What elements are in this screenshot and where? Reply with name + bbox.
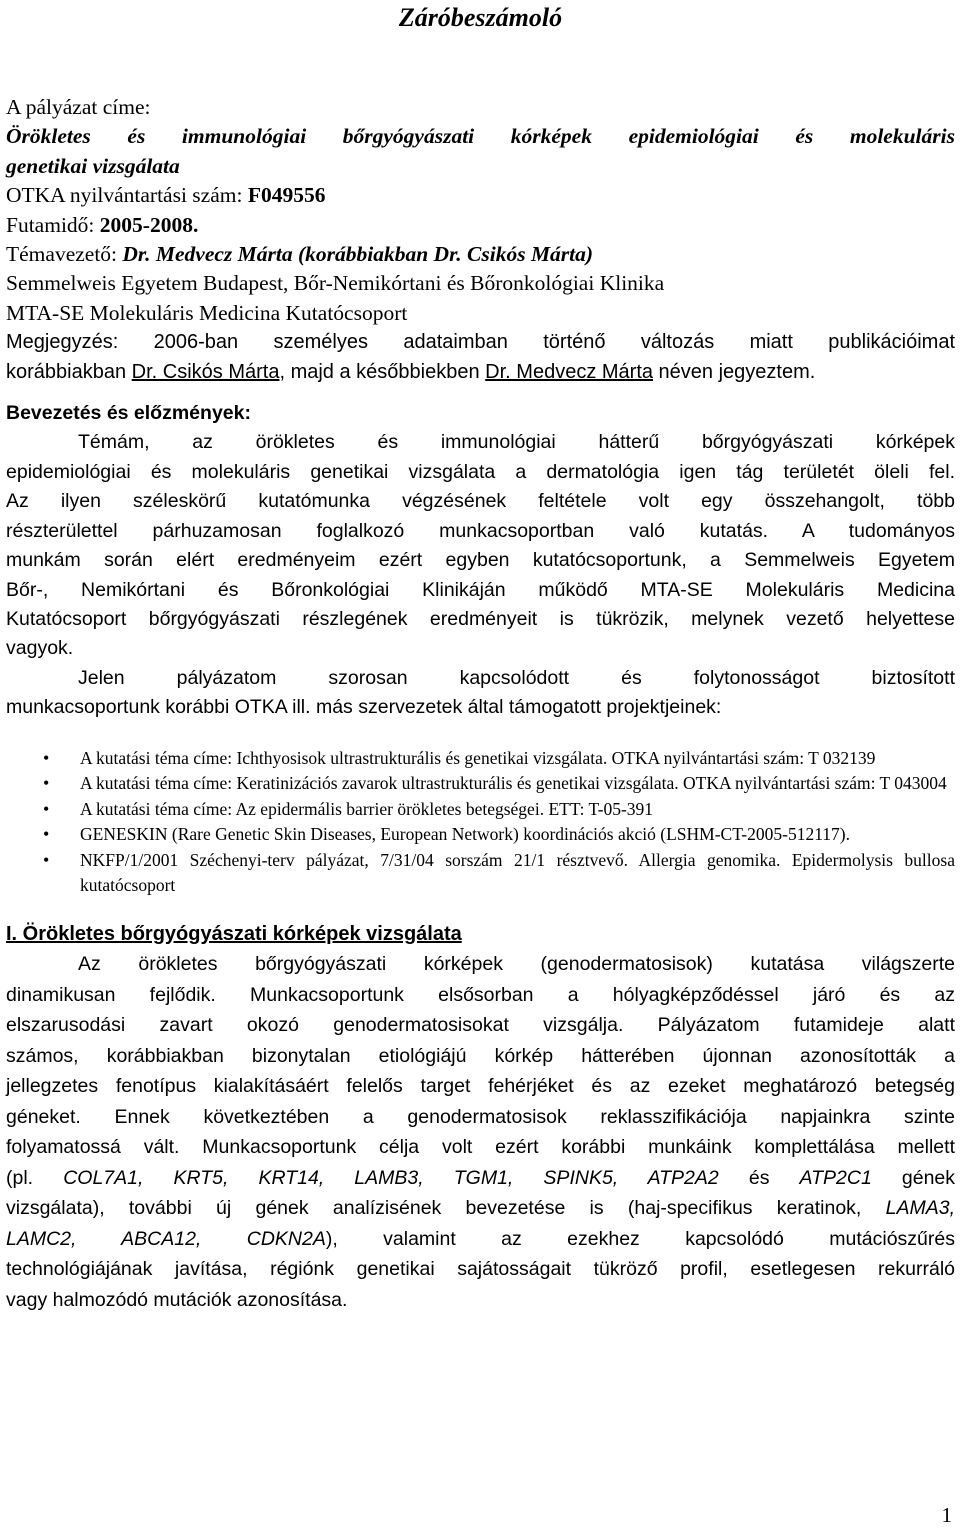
duration	[6, 211, 955, 240]
duration-label: Futamidő:	[6, 212, 95, 237]
title-label: A pályázat címe:	[6, 95, 151, 119]
project-title-line1: Örökletes és immunológiai bőrgyógyászati kórképek epidemiológiai és molekuláris	[6, 124, 955, 149]
section-1-line: folyamatossá vált. Munkacsoportunk célja volt ezért korábbi munkáink komplettálása mellett	[6, 1136, 955, 1159]
note-line2: korábbiakban Dr. Csikós Márta, majd a későbbiekben Dr. Medvecz Márta néven jegyeztem.	[6, 360, 816, 383]
section-1-line: (pl. COL7A1, KRT5, KRT14, LAMB3, TGM1, SPINK5, ATP2A2 és ATP2C1 gének	[6, 1166, 956, 1189]
project-title-line2: genetikai vizsgálata	[6, 153, 180, 178]
list-item: • A kutatási téma címe: Ichthyosisok ultrastrukturális és genetikai vizsgálata. OTKA nyilvántartási szám: T 032139	[80, 746, 955, 771]
section-1-line: géneket. Ennek következtében a genodermatosisok reklasszifikációja napjainkra szinte	[6, 1105, 955, 1128]
intro-line: Jelen pályázatom szorosan kapcsolódott és folytonosságot biztosított	[78, 666, 955, 689]
otka-value: F049556	[247, 183, 326, 208]
section-1	[6, 919, 955, 1315]
otka-number	[6, 181, 955, 210]
gene-list: ATP2C1	[799, 1166, 872, 1189]
list-item: • GENESKIN (Rare Genetic Skin Diseases, European Network) koordinációs akció (LSHM-CT-2005-512117).	[80, 822, 955, 847]
intro-line: epidemiológiai és molekuláris genetikai vizsgálata a dermatológia igen tág területét öleli fel.	[6, 460, 955, 483]
section-1-heading: I. Örökletes bőrgyógyászati kórképek vizsgálata	[6, 923, 462, 946]
gene-list: LAMC2, ABCA12, CDKN2A	[6, 1227, 326, 1250]
section-1-line: LAMC2, ABCA12, CDKN2A), valamint az ezekhez kapcsolódó mutációszűrés	[6, 1227, 955, 1250]
list-item: • A kutatási téma címe: Keratinizációs zavarok ultrastrukturális és genetikai vizsgálata. OTKA nyilvántartási szám: T 043004	[80, 771, 955, 796]
list-item: • A kutatási téma címe: Az epidermális barrier örökletes betegségei. ETT: T-05-391	[80, 797, 955, 822]
duration-value: 2005-2008.	[99, 212, 199, 237]
project-list	[6, 746, 955, 898]
gene-list: COL7A1, KRT5, KRT14, LAMB3, TGM1, SPINK5, ATP2A2	[63, 1166, 719, 1189]
leader-label: Témavezető:	[6, 242, 118, 267]
section-1-line: számos, korábbiakban bizonytalan etiológiájú kórkép hátterében újonnan azonosították a	[6, 1044, 955, 1067]
project-leader	[6, 240, 955, 269]
document-title: Záróbeszámoló	[398, 3, 563, 32]
section-1-line: vizsgálata), további új gének analízisének bevezetése is (haj-specifikus keratinok, LAMA3,	[6, 1197, 956, 1220]
section-1-line: vagy halmozódó mutációk azonosítása.	[6, 1288, 348, 1311]
intro-line: munkám során elért eredményeim ezért egyben kutatócsoportunk, a Semmelweis Egyetem	[6, 549, 955, 572]
note-name-current: Dr. Medvecz Márta	[485, 360, 653, 383]
otka-label: OTKA nyilvántartási szám:	[6, 183, 243, 208]
intro-heading: Bevezetés és előzmények:	[6, 402, 251, 425]
institution-2: MTA-SE Molekuláris Medicina Kutatócsoport	[6, 300, 408, 325]
intro-line: Témám, az örökletes és immunológiai hátterű bőrgyógyászati kórképek	[78, 431, 955, 454]
section-1-body	[6, 949, 955, 1315]
section-1-line: technológiájának javítása, régiónk genetikai sajátosságait tükröző profil, esetlegesen rekurráló	[6, 1258, 955, 1281]
intro-line: részterülettel párhuzamosan foglalkozó munkacsoportban való kutatás. A tudományos	[6, 519, 955, 542]
project-info	[6, 93, 955, 387]
intro-line: munkacsoportunk korábbi OTKA ill. más szervezetek által támogatott projektjeinek:	[6, 696, 722, 719]
document-page	[6, 0, 955, 1315]
intro-line: vagyok.	[6, 637, 74, 660]
list-item: • NKFP/1/2001 Széchenyi-terv pályázat, 7/31/04 sorszám 21/1 résztvevő. Allergia genomika. Epidermolysis bullosa kutatócsoport	[80, 848, 955, 897]
section-1-line: jellegzetes fenotípus kialakításáért felelős target fehérjéket és az ezeket meghatározó betegség	[6, 1075, 955, 1098]
intro-line: Bőr-, Nemikórtani és Bőronkológiai Klinikáján működő MTA-SE Molekuláris Medicina	[6, 578, 955, 601]
note-line1: Megjegyzés: 2006-ban személyes adataimban történő változás miatt publikációimat	[6, 331, 955, 354]
page-number: 1	[941, 1503, 952, 1527]
leader-value: Dr. Medvecz Márta (korábbiakban Dr. Csikós Márta)	[122, 242, 594, 267]
gene-list: LAMA3,	[885, 1197, 956, 1220]
intro-line: Az ilyen széleskörű kutatómunka végzésének feltétele volt egy összehangolt, több	[6, 490, 955, 513]
note-name-former: Dr. Csikós Márta	[131, 360, 280, 383]
institution-1: Semmelweis Egyetem Budapest, Bőr-Nemikórtani és Bőronkológiai Klinika	[6, 271, 665, 296]
intro-line: Kutatócsoport bőrgyógyászati részlegének eredményeit is tükrözik, melynek vezető helyettese	[6, 607, 955, 630]
section-1-line: Az örökletes bőrgyógyászati kórképek (genodermatosisok) kutatása világszerte	[78, 953, 955, 976]
section-1-line: dinamikusan fejlődik. Munkacsoportunk elsősorban a hólyagképződéssel járó és az	[6, 983, 955, 1006]
intro-section	[6, 399, 955, 722]
section-1-line: elszarusodási zavart okozó genodermatosisokat vizsgálja. Pályázatom futamideje alatt	[6, 1014, 955, 1037]
